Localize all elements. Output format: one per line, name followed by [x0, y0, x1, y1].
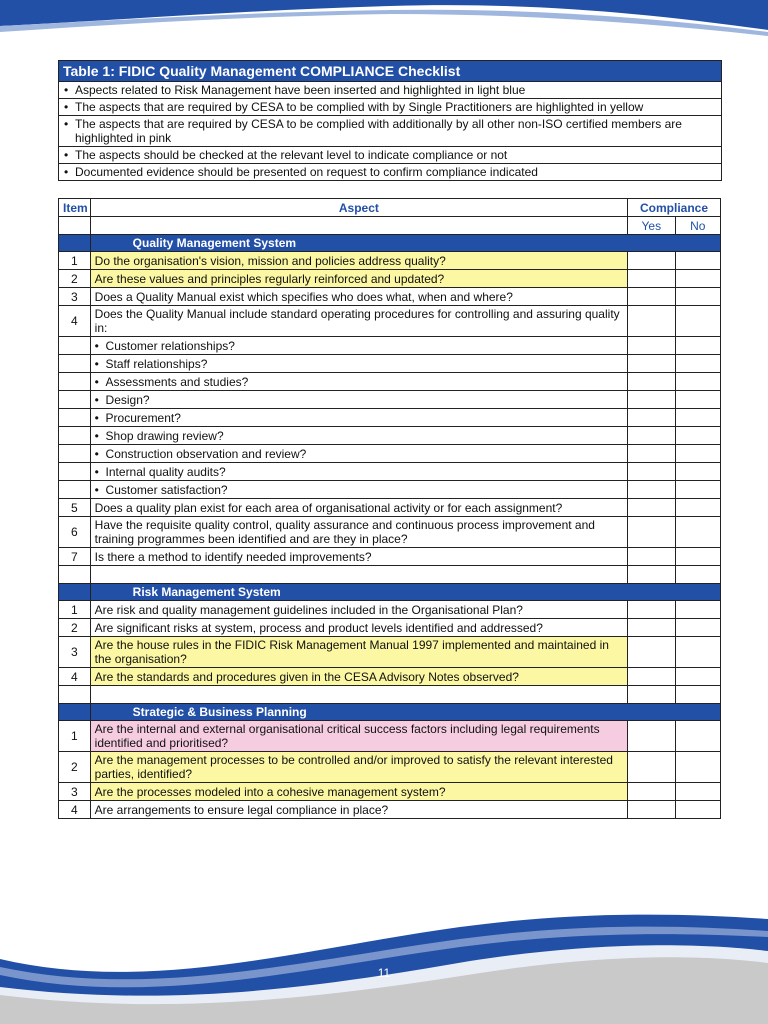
table-row: [59, 601, 721, 619]
intro-note: • Documented evidence should be presented on request to confirm compliance indicated: [59, 164, 721, 180]
yes-checkbox-cell[interactable]: [628, 481, 676, 499]
no-checkbox-cell[interactable]: [675, 517, 720, 548]
item-number: [59, 409, 91, 427]
header-spacer: [90, 217, 627, 235]
no-checkbox-cell[interactable]: [675, 373, 720, 391]
item-number: 2: [59, 619, 91, 637]
no-checkbox-cell[interactable]: [675, 721, 720, 752]
table-row: [59, 373, 721, 391]
yes-checkbox-cell[interactable]: [628, 721, 676, 752]
item-number: 3: [59, 783, 91, 801]
section-title: Strategic & Business Planning: [90, 704, 720, 721]
yes-checkbox-cell[interactable]: [628, 288, 676, 306]
table-row: [59, 548, 721, 566]
aspect-text: Are arrangements to ensure legal compliance in place?: [90, 801, 627, 819]
table-row: [59, 517, 721, 548]
yes-checkbox-cell[interactable]: [628, 337, 676, 355]
aspect-sub-item: • Construction observation and review?: [90, 445, 627, 463]
aspect-text: Do the organisation's vision, mission and policies address quality?: [90, 252, 627, 270]
no-checkbox-cell[interactable]: [675, 252, 720, 270]
section-header-row: [59, 704, 721, 721]
item-column-header: Item: [59, 199, 91, 217]
aspect-text: Have the requisite quality control, quality assurance and continuous process improvement and training programmes been identified and are they in place?: [90, 517, 627, 548]
no-checkbox-cell[interactable]: [675, 427, 720, 445]
no-checkbox-cell[interactable]: [675, 637, 720, 668]
item-number: [59, 427, 91, 445]
page-number: 11: [377, 966, 391, 980]
item-number: [59, 445, 91, 463]
no-checkbox-cell[interactable]: [675, 801, 720, 819]
header-wave: [0, 0, 768, 40]
aspect-sub-item: • Design?: [90, 391, 627, 409]
no-checkbox-cell[interactable]: [675, 601, 720, 619]
no-checkbox-cell[interactable]: [675, 270, 720, 288]
blank-row: [59, 686, 721, 704]
table-row: [59, 721, 721, 752]
item-number: 6: [59, 517, 91, 548]
yes-checkbox-cell[interactable]: [628, 270, 676, 288]
blank-row: [59, 566, 721, 584]
aspect-text: Does a Quality Manual exist which specifies who does what, when and where?: [90, 288, 627, 306]
header-spacer: [59, 217, 91, 235]
item-number: 1: [59, 721, 91, 752]
no-checkbox-cell[interactable]: [675, 445, 720, 463]
item-number: 2: [59, 752, 91, 783]
table-row: [59, 270, 721, 288]
table-row: [59, 337, 721, 355]
table-row: [59, 668, 721, 686]
item-number: [59, 337, 91, 355]
yes-checkbox-cell[interactable]: [628, 355, 676, 373]
section-title: Risk Management System: [90, 584, 720, 601]
item-number: 4: [59, 801, 91, 819]
table-row: [59, 391, 721, 409]
table-row: [59, 463, 721, 481]
no-checkbox-cell[interactable]: [675, 337, 720, 355]
table-row: [59, 783, 721, 801]
aspect-sub-item: • Shop drawing review?: [90, 427, 627, 445]
checklist-intro: [58, 60, 722, 181]
item-number: 4: [59, 668, 91, 686]
item-number: [59, 391, 91, 409]
item-number: 5: [59, 499, 91, 517]
table-row: [59, 355, 721, 373]
table-row: [59, 801, 721, 819]
no-checkbox-cell[interactable]: [675, 463, 720, 481]
aspect-sub-item: • Customer satisfaction?: [90, 481, 627, 499]
table-row: [59, 288, 721, 306]
yes-checkbox-cell[interactable]: [628, 548, 676, 566]
table-row: [59, 306, 721, 337]
aspect-column-header: Aspect: [90, 199, 627, 217]
item-number: 1: [59, 601, 91, 619]
yes-checkbox-cell[interactable]: [628, 668, 676, 686]
table-row: [59, 427, 721, 445]
table-row: [59, 252, 721, 270]
aspect-text: Are these values and principles regularly reinforced and updated?: [90, 270, 627, 288]
aspect-sub-item: • Staff relationships?: [90, 355, 627, 373]
yes-checkbox-cell[interactable]: [628, 499, 676, 517]
aspect-sub-item: • Assessments and studies?: [90, 373, 627, 391]
aspect-text: Are risk and quality management guidelines included in the Organisational Plan?: [90, 601, 627, 619]
aspect-sub-item: • Customer relationships?: [90, 337, 627, 355]
table-row: [59, 499, 721, 517]
section-title: Quality Management System: [90, 235, 720, 252]
aspect-text: Are the management processes to be controlled and/or improved to satisfy the relevant interested parties, identified?: [90, 752, 627, 783]
aspect-text: Are the house rules in the FIDIC Risk Management Manual 1997 implemented and maintained in the organisation?: [90, 637, 627, 668]
item-number: 1: [59, 252, 91, 270]
no-checkbox-cell[interactable]: [675, 306, 720, 337]
section-header-row: [59, 584, 721, 601]
yes-checkbox-cell[interactable]: [628, 783, 676, 801]
no-checkbox-cell[interactable]: [675, 668, 720, 686]
yes-checkbox-cell[interactable]: [628, 306, 676, 337]
table-row: [59, 409, 721, 427]
yes-checkbox-cell[interactable]: [628, 373, 676, 391]
no-checkbox-cell[interactable]: [675, 288, 720, 306]
intro-note: • The aspects should be checked at the relevant level to indicate compliance or not: [59, 147, 721, 164]
no-checkbox-cell[interactable]: [675, 409, 720, 427]
table-row: [59, 619, 721, 637]
intro-note: • The aspects that are required by CESA to be complied with additionally by all other non-ISO certified members are highlighted in pink: [59, 116, 721, 147]
item-number: [59, 463, 91, 481]
item-number: [59, 481, 91, 499]
yes-checkbox-cell[interactable]: [628, 801, 676, 819]
yes-checkbox-cell[interactable]: [628, 445, 676, 463]
item-number: 4: [59, 306, 91, 337]
item-number: 3: [59, 637, 91, 668]
aspect-sub-item: • Procurement?: [90, 409, 627, 427]
table-row: [59, 445, 721, 463]
aspect-text: Is there a method to identify needed improvements?: [90, 548, 627, 566]
no-checkbox-cell[interactable]: [675, 783, 720, 801]
item-number: 3: [59, 288, 91, 306]
yes-checkbox-cell[interactable]: [628, 637, 676, 668]
yes-checkbox-cell[interactable]: [628, 427, 676, 445]
yes-checkbox-cell[interactable]: [628, 619, 676, 637]
table-row: [59, 481, 721, 499]
aspect-text: Are significant risks at system, process and product levels identified and addressed?: [90, 619, 627, 637]
table-row: [59, 637, 721, 668]
yes-checkbox-cell[interactable]: [628, 391, 676, 409]
item-number: [59, 373, 91, 391]
table-row: [59, 752, 721, 783]
aspect-text: Are the internal and external organisational critical success factors including legal requirements identified and prioritised?: [90, 721, 627, 752]
item-number: [59, 355, 91, 373]
no-checkbox-cell[interactable]: [675, 391, 720, 409]
no-checkbox-cell[interactable]: [675, 499, 720, 517]
table-title: Table 1: FIDIC Quality Management COMPLIANCE Checklist: [59, 61, 721, 82]
footer-wave: [0, 899, 768, 1024]
item-number: 2: [59, 270, 91, 288]
no-checkbox-cell[interactable]: [675, 752, 720, 783]
compliance-checklist-table: [58, 198, 721, 819]
aspect-text: Does the Quality Manual include standard operating procedures for controlling and assuring quality in:: [90, 306, 627, 337]
section-header-row: [59, 235, 721, 252]
yes-checkbox-cell[interactable]: [628, 463, 676, 481]
intro-note: • The aspects that are required by CESA to be complied with by Single Practitioners are highlighted in yellow: [59, 99, 721, 116]
intro-note: • Aspects related to Risk Management have been inserted and highlighted in light blue: [59, 82, 721, 99]
no-checkbox-cell[interactable]: [675, 355, 720, 373]
item-number: 7: [59, 548, 91, 566]
no-checkbox-cell[interactable]: [675, 548, 720, 566]
no-checkbox-cell[interactable]: [675, 619, 720, 637]
aspect-text: Are the processes modeled into a cohesive management system?: [90, 783, 627, 801]
yes-checkbox-cell[interactable]: [628, 409, 676, 427]
yes-column-header: Yes: [628, 217, 676, 235]
yes-checkbox-cell[interactable]: [628, 752, 676, 783]
yes-checkbox-cell[interactable]: [628, 517, 676, 548]
no-checkbox-cell[interactable]: [675, 481, 720, 499]
yes-checkbox-cell[interactable]: [628, 601, 676, 619]
aspect-sub-item: • Internal quality audits?: [90, 463, 627, 481]
aspect-text: Does a quality plan exist for each area of organisational activity or for each assignment?: [90, 499, 627, 517]
yes-checkbox-cell[interactable]: [628, 252, 676, 270]
no-column-header: No: [675, 217, 720, 235]
compliance-column-header: Compliance: [628, 199, 721, 217]
aspect-text: Are the standards and procedures given in the CESA Advisory Notes observed?: [90, 668, 627, 686]
